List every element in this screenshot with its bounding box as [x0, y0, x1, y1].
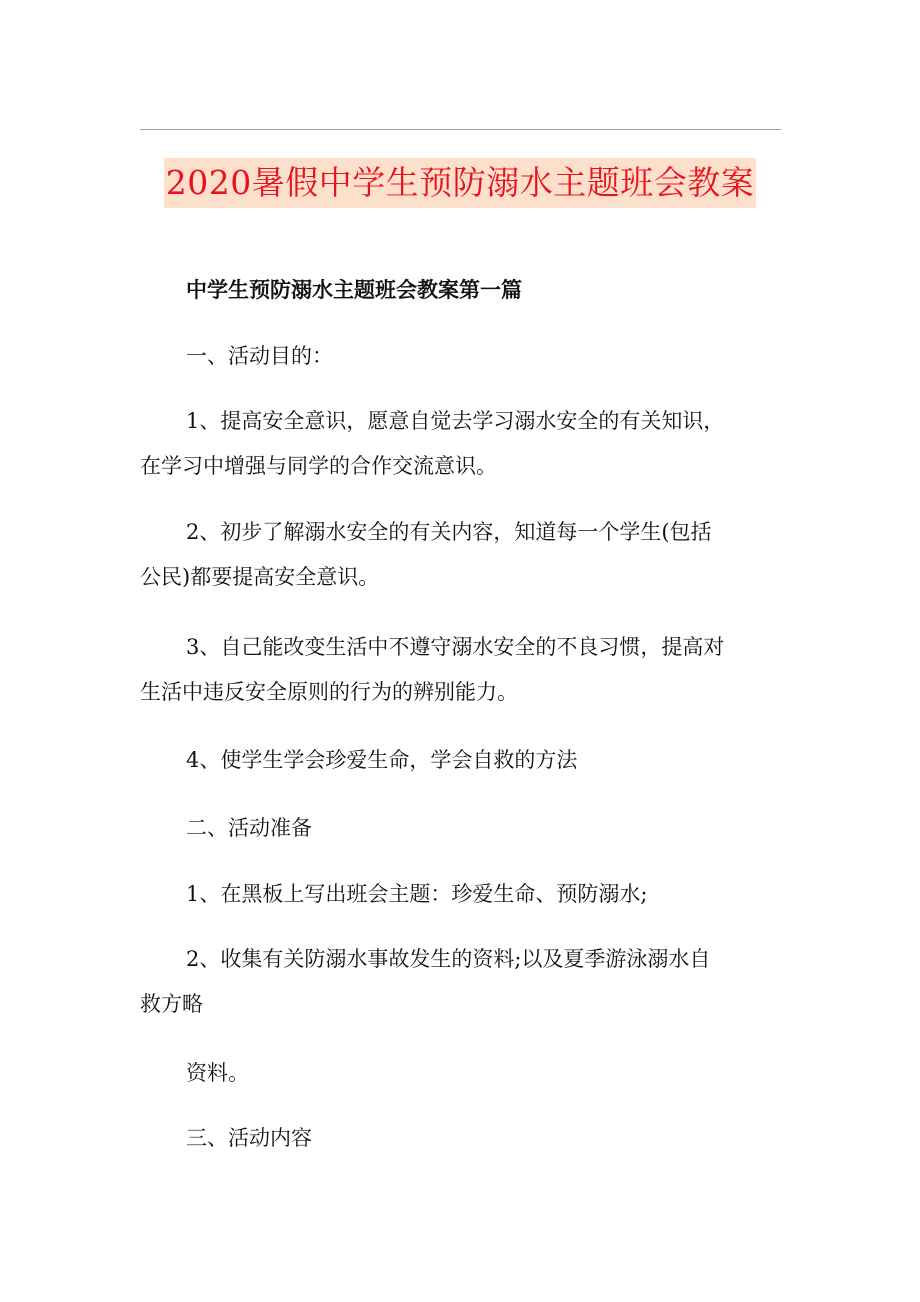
document-subtitle: 中学生预防溺水主题班会教案第一篇: [186, 277, 522, 302]
paragraph-purpose-2: [140, 519, 781, 590]
paragraph-preparation-2-cont: 资料。: [186, 1061, 249, 1085]
paragraph-line: 公民)都要提高安全意识。: [140, 565, 380, 589]
header-rule: [140, 129, 781, 130]
paragraph-line: 2、初步了解溺水安全的有关内容，知道每一个学生(包括: [186, 520, 712, 544]
paragraph-line: 生活中违反安全原则的行为的辨别能力。: [140, 680, 518, 704]
paragraph-purpose-3: [140, 634, 781, 705]
paragraph-preparation-1: 1、在黑板上写出班会主题：珍爱生命、预防溺水;: [186, 882, 648, 906]
paragraph-preparation-2: [140, 946, 781, 1017]
paragraph-line: 3、自己能改变生活中不遵守溺水安全的不良习惯，提高对: [186, 635, 725, 659]
paragraph-line: 2、收集有关防溺水事故发生的资料;以及夏季游泳溺水自: [186, 947, 711, 971]
paragraph-purpose-4: 4、使学生学会珍爱生命，学会自救的方法: [186, 748, 578, 772]
paragraph-line: 救方略: [140, 992, 203, 1016]
paragraph-line: 1、提高安全意识，愿意自觉去学习溺水安全的有关知识，: [186, 409, 725, 433]
section-heading-purpose: 一、活动目的：: [186, 344, 333, 368]
paragraph-purpose-1: [140, 408, 781, 479]
section-heading-preparation: 二、活动准备: [186, 816, 312, 840]
paragraph-line: 在学习中增强与同学的合作交流意识。: [140, 454, 497, 478]
title-container: [0, 158, 920, 208]
section-heading-content: 三、活动内容: [186, 1126, 312, 1150]
document-title: 2020暑假中学生预防溺水主题班会教案: [164, 158, 756, 208]
